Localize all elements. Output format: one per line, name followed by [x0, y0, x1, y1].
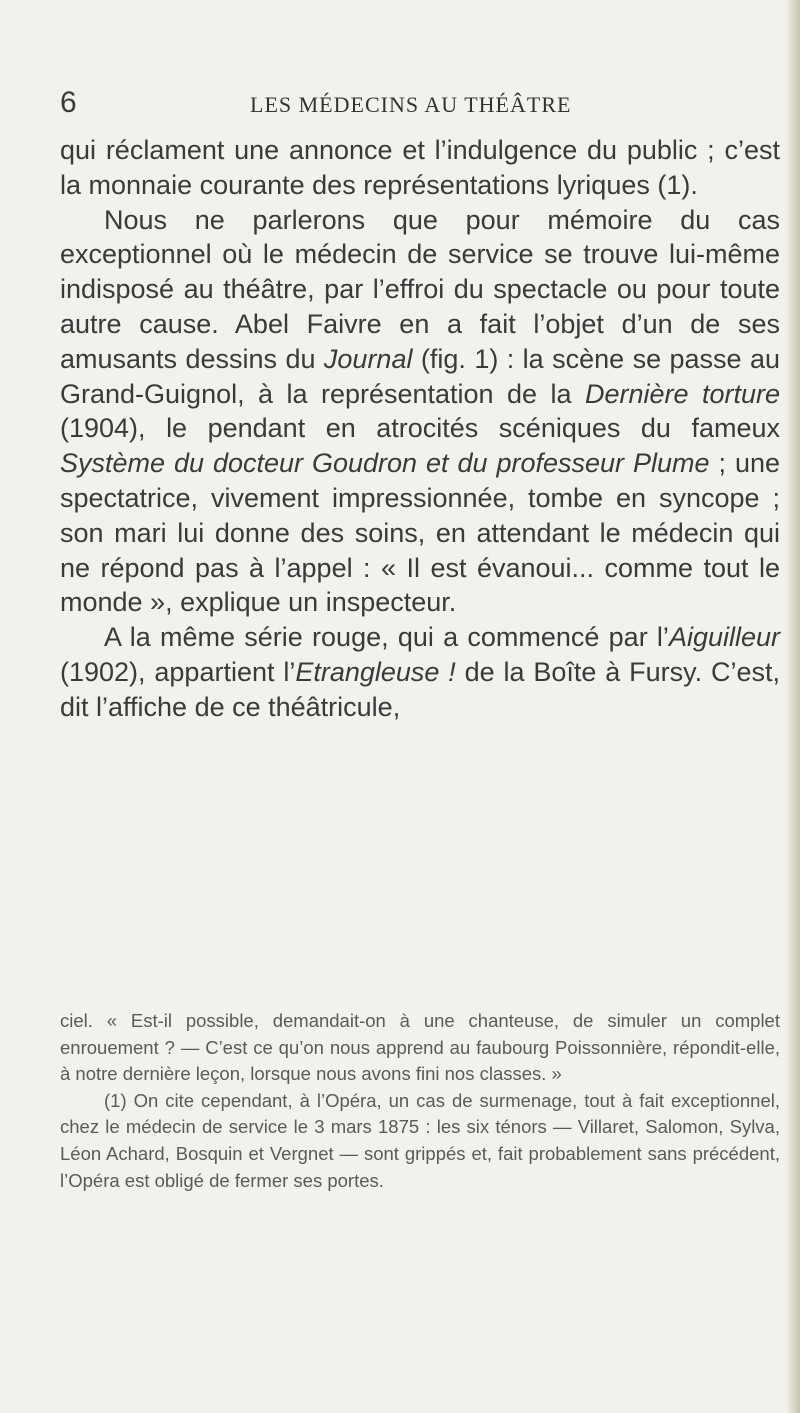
paragraph-2-text-c: (1904), le pendant en atrocités scéniques du fameux [60, 413, 780, 444]
footnote-1: (1) On cite cependant, à l’Opéra, un cas de surmenage, tout à fait exceptionnel, chez le médecin de service le 3 mars 1875 : les six ténors — Villaret, Salomon, Sylva, Léon Achard, Bosquin et Vergnet — sont grippés et, fait probablement sans précédent, l’Opéra est obligé de fermer ses portes. [60, 1089, 780, 1191]
page-edge-shadow [786, 0, 800, 1413]
paragraph-3-text-c: de la Boîte à Fursy. C’est, dit l’affiche de ce théâtricule, [60, 656, 780, 722]
paragraph-2-text-b: (fig. 1) : la scène se passe au Grand-Guignol, à la représentation de la [60, 343, 780, 409]
paragraph-3 [60, 620, 780, 724]
paragraph-2-text-d: ; une spectatrice, vivement impressionnée, tombe en syncope ; son mari lui donne des soins, en attendant le médecin qui ne répond pas à l’appel : « Il est évanoui... comme tout le monde », explique un inspecteur. [60, 448, 780, 618]
paragraph-3-text-b: (1902), appartient l’ [60, 656, 296, 687]
title-derniere-torture: Dernière torture [584, 378, 780, 409]
page-number: 6 [60, 86, 77, 119]
title-etrangleuse: Etrangleuse ! [295, 656, 456, 687]
running-title: LES MÉDECINS AU THÉÂTRE [250, 92, 572, 117]
title-aiguilleur: Aiguilleur [668, 622, 780, 653]
main-text [60, 133, 780, 725]
title-systeme: Système du docteur Goudron et du professeur Plume [60, 448, 710, 479]
title-journal: Journal [323, 343, 413, 374]
running-head [60, 86, 620, 126]
footnote-continuation: ciel. « Est-il possible, demandait-on à une chanteuse, de simuler un complet enrouement ? — C’est ce qu’on nous apprend au faubourg Poissonnière, répondit-elle, à notre dernière leçon, lorsque nous avons fini nos classes. » [60, 1010, 780, 1085]
paragraph-2 [60, 203, 780, 621]
footnotes [60, 1008, 780, 1194]
paragraph-2-text-a: Nous ne parlerons que pour mémoire du cas exceptionnel où le médecin de service se trouve lui-même indisposé au théâtre, par l’effroi du spectacle ou pour toute autre cause. Abel Faivre en a fait l’objet d’un de ses amusants dessins du [60, 204, 780, 374]
paragraph-1: qui réclament une annonce et l’indulgence du public ; c’est la monnaie courante des représentations lyriques (1). [60, 135, 780, 200]
paragraph-3-text-a: A la même série rouge, qui a commencé par l’ [104, 622, 669, 653]
